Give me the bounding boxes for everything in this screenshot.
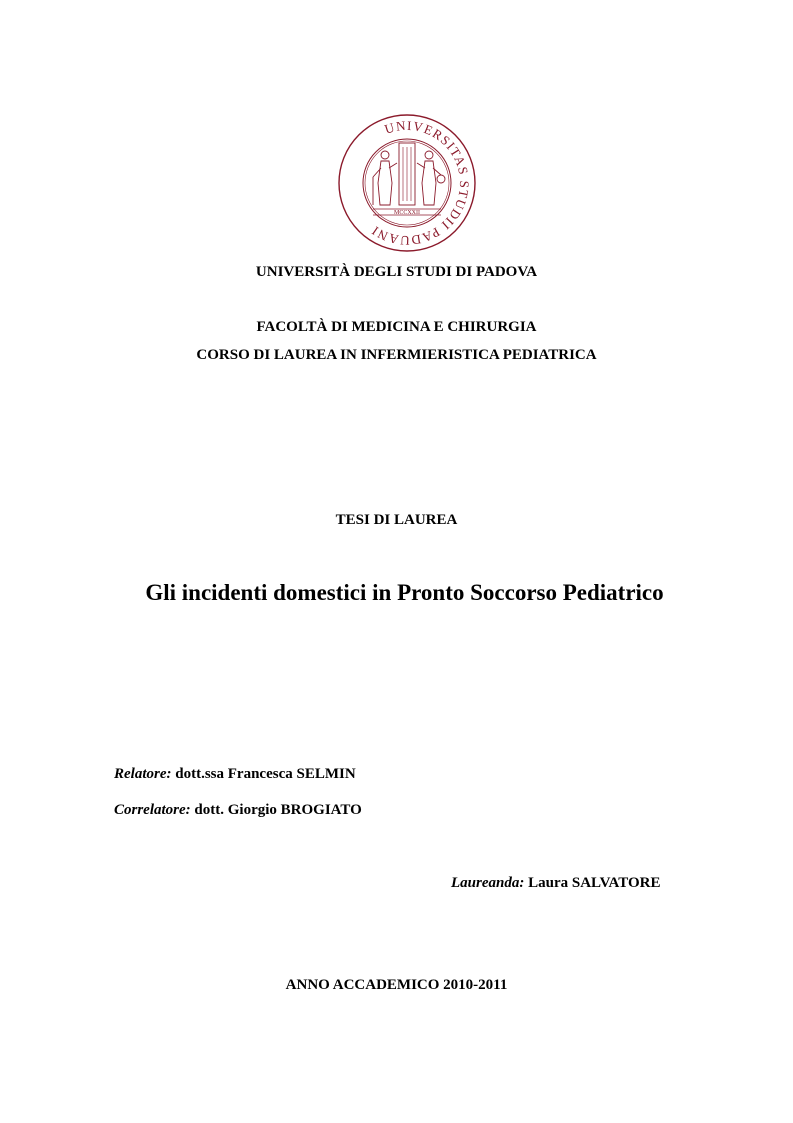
faculty-name: FACOLTÀ DI MEDICINA E CHIRURGIA [256,319,537,335]
thesis-type: TESI DI LAUREA [335,512,458,528]
relatore-role: Relatore: [114,766,172,782]
thesis-title: Gli incidenti domestici in Pronto Soccorso Pediatrico [145,580,664,605]
relatore-name: dott.ssa Francesca SELMIN [175,766,356,782]
course-name: CORSO DI LAUREA IN INFERMIERISTICA PEDIATRICA [196,347,597,363]
university-seal [337,113,477,253]
correlatore-role: Correlatore: [114,802,191,818]
relatore-line [114,766,356,783]
university-name: UNIVERSITÀ DEGLI STUDI DI PADOVA [255,264,538,280]
laureanda-role: Laureanda: [451,875,525,891]
correlatore-line [114,802,362,819]
laureanda-name: Laura SALVATORE [528,875,661,891]
seal-motto: UNIVERSITAS STUDII PADUANI [368,117,473,249]
correlatore-name: dott. Giorgio BROGIATO [194,802,362,818]
academic-year: ANNO ACCADEMICO 2010-2011 [285,977,508,993]
seal-year: MCCXXII [393,210,421,216]
laureanda-line [451,875,661,892]
